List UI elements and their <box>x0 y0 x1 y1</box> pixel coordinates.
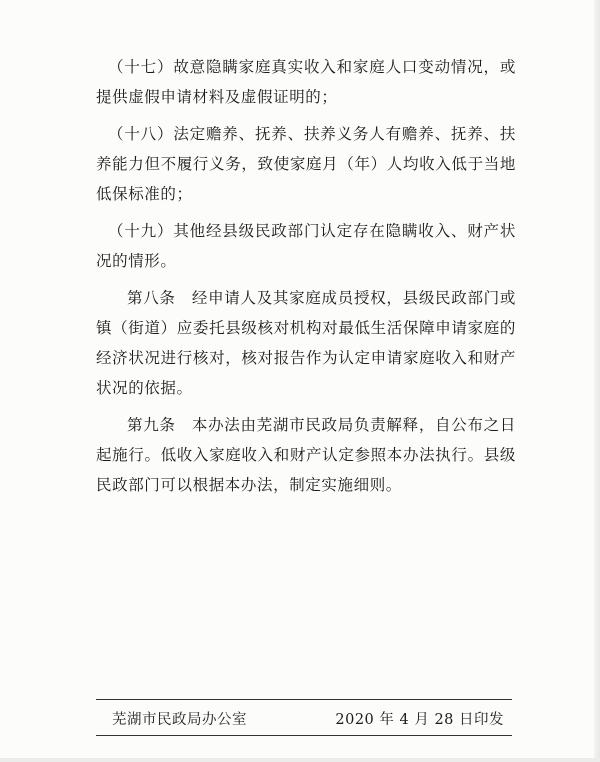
clause-19: （十九）其他经县级民政部门认定存在隐瞒收入、财产状况的情形。 <box>96 222 516 270</box>
clause-17: （十七）故意隐瞒家庭真实收入和家庭人口变动情况，或提供虚假申请材料及虚假证明的； <box>96 58 516 106</box>
scan-edge <box>594 0 600 762</box>
issue-date: 2020 年 4 月 28 日印发 <box>335 712 504 728</box>
document-body <box>96 52 516 507</box>
issuing-office: 芜湖市民政局办公室 <box>112 712 247 728</box>
footer-top-rule <box>96 699 512 700</box>
clause-18: （十八）法定赡养、抚养、扶养义务人有赡养、抚养、扶养能力但不履行义务，致使家庭月（年）人均收入低于当地低保标准的； <box>96 125 516 203</box>
scan-edge-bottom <box>0 758 600 762</box>
article-8: 第八条 经申请人及其家庭成员授权，县级民政部门或镇（街道）应委托县级核对机构对最低生活保障申请家庭的经济状况进行核对，核对报告作为认定申请家庭收入和财产状况的依据。 <box>96 289 516 397</box>
article-9: 第九条 本办法由芜湖市民政局负责解释，自公布之日起施行。低收入家庭收入和财产认定参照本办法执行。县级民政部门可以根据本办法，制定实施细则。 <box>96 416 516 494</box>
footer-bottom-rule <box>96 735 512 736</box>
